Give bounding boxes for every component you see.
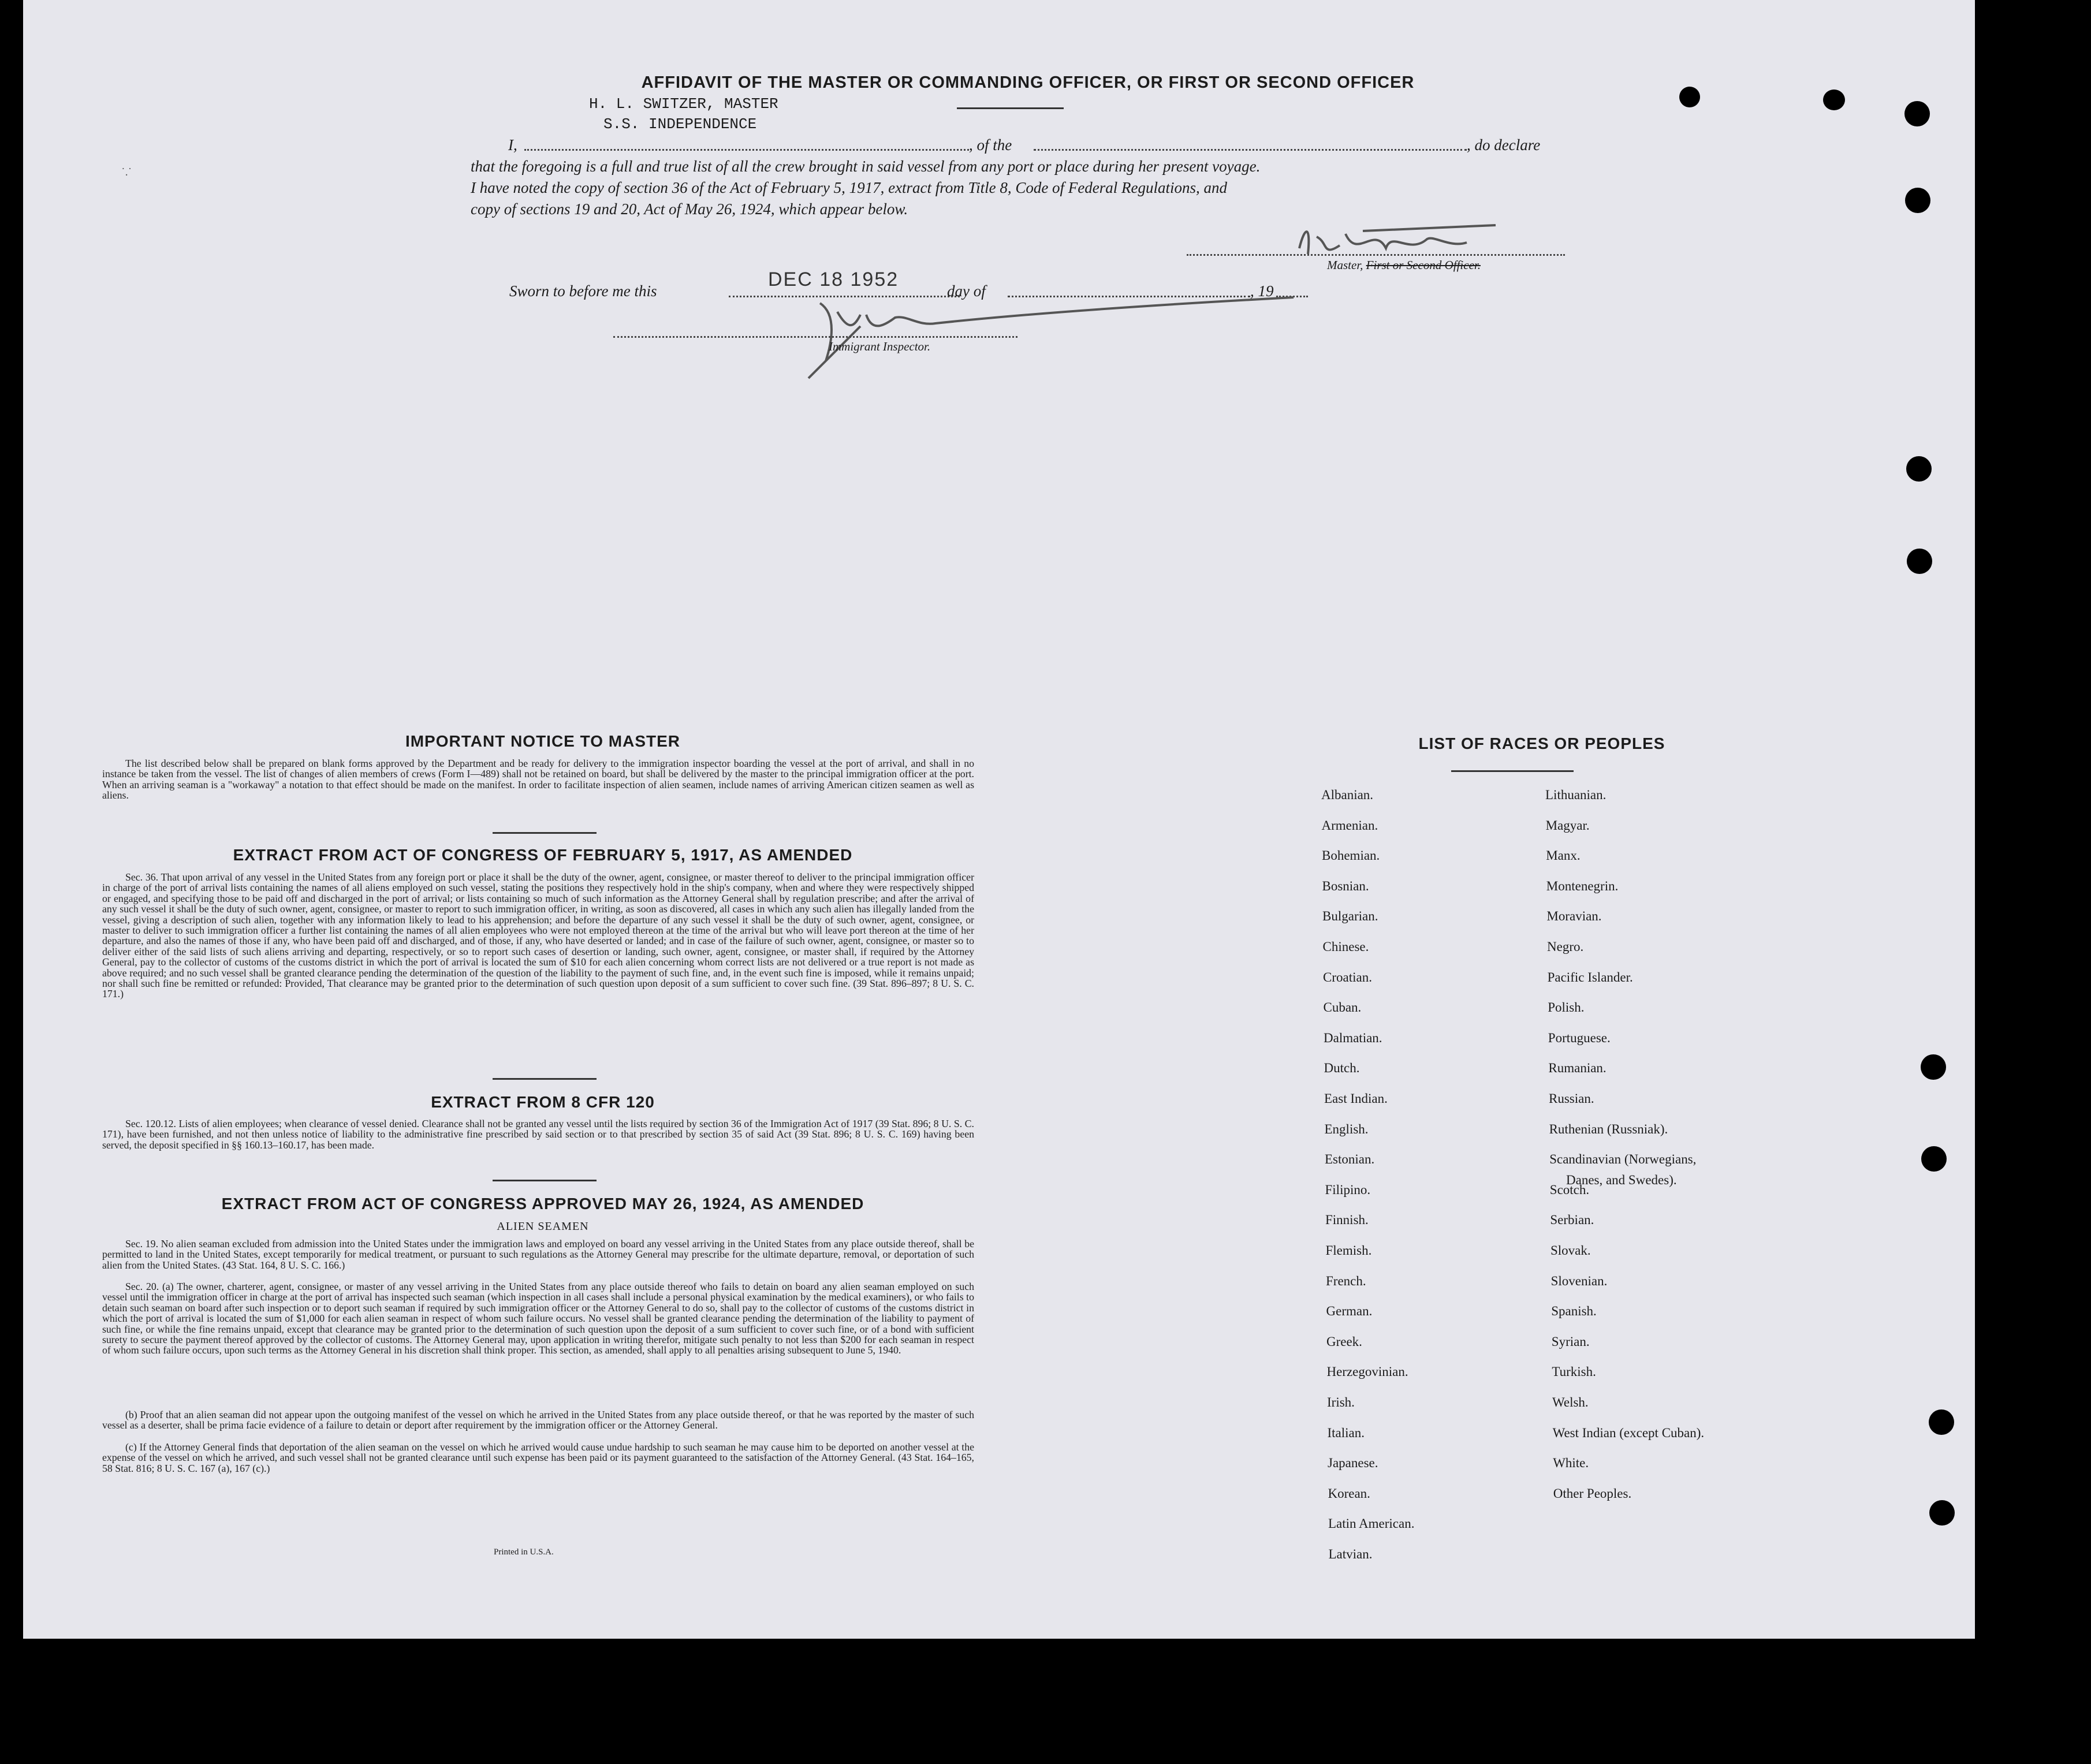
race-item: Dalmatian.	[1324, 1030, 1382, 1045]
race-item: Slovenian.	[1550, 1273, 1608, 1288]
race-item: Italian.	[1327, 1425, 1365, 1440]
race-item: Cuban.	[1323, 1000, 1362, 1015]
race-item: Estonian.	[1325, 1152, 1375, 1167]
punch-hole	[1921, 1146, 1947, 1172]
sec20b-body: (b) Proof that an alien seaman did not appear upon the outgoing manifest of the vessel on which he arrived in the United States from any place outside thereof, or that he was reported by the master of such vessel as a deserter, shall be prima facie evidence of a failure to detain or deport after requirement by the immigration officer or the Attorney General.	[102, 1409, 974, 1431]
declaration-line-4: copy of sections 19 and 20, Act of May 26, 1924, which appear below.	[471, 200, 908, 218]
name-blank	[524, 149, 969, 151]
cfr-rule	[493, 1180, 597, 1181]
punch-hole	[1904, 101, 1930, 126]
master-caption	[1327, 258, 1481, 273]
year-label: , 19	[1250, 282, 1274, 300]
race-item: Bohemian.	[1322, 848, 1380, 863]
extract-1924-title: EXTRACT FROM ACT OF CONGRESS APPROVED MAY 26, 1924, AS AMENDED	[221, 1195, 864, 1213]
race-item: Ruthenian (Russniak).	[1549, 1121, 1668, 1136]
race-item: Latvian.	[1328, 1547, 1373, 1561]
race-item: Herzegovinian.	[1326, 1364, 1408, 1379]
struck-officer-label: First or Second Officer.	[1366, 258, 1481, 272]
race-item: Polish.	[1548, 1000, 1585, 1015]
race-item: Syrian.	[1551, 1334, 1590, 1349]
punch-hole	[1929, 1409, 1954, 1435]
race-item: German.	[1326, 1304, 1373, 1319]
alien-seamen-subtitle: ALIEN SEAMEN	[497, 1220, 589, 1233]
race-item: Japanese.	[1328, 1456, 1378, 1471]
race-item: Flemish.	[1325, 1243, 1372, 1258]
cfr-body: Sec. 120.12. Lists of alien employees; when clearance of vessel denied. Clearance shall not be granted any vessel until the lists required by section 36 of the Immigration Act of 1917 (39 Stat. 896; 8 U. S. C. 171), have been furnished, and not then unless notice of liability to the administrative fine prescribed by said section or to that prescribed by section 35 of said Act (39 Stat. 896; 8 U. S. C. 169) having been served, the deposit specified in §§ 160.13–160.17, has been made.	[102, 1118, 974, 1151]
affidavit-title: AFFIDAVIT OF THE MASTER OR COMMANDING OFFICER, OR FIRST OR SECOND OFFICER	[641, 73, 1415, 92]
race-item: Irish.	[1327, 1395, 1355, 1409]
race-item: White.	[1553, 1456, 1589, 1471]
race-item: Serbian.	[1550, 1213, 1594, 1228]
extract-1917-body: Sec. 36. That upon arrival of any vessel in the United States from any foreign port or place it shall be the duty of the owner, agent, consignee, or master thereof to deliver to the principal immigration officer in charge of the port of arrival lists containing the names of all aliens employed on such vessel, stating the positions they respectively hold in the ship's company, when and where they were respectively shipped or engaged, and specifying those to be paid off and discharged in the port of arrival; or lists containing so much of such information as the Attorney General shall by regulation prescribe; and after the arrival of any such vessel it shall be the duty of such owner, agent, consignee, or master to report to such immigration officer, in writing, as soon as discovered, all cases in which any such alien has illegally landed from the vessel, giving a description of such alien, together with any information likely to lead to his apprehension; and before the departure of any such vessel it shall be the duty of such owner, agent, consignee, or master to deliver to such immigration officer a further list containing the names of all alien employees who were not employed thereon at the time of the arrival but who will leave port thereon at the time of her departure, and also the names of those if any, who have been paid off and discharged, and of those, if any, who have deserted or landed; and in case of the failure of such owner, agent, consignee, or master so to deliver either of the said lists of such aliens arriving and departing, respectively, or so to report such cases of desertion or landing, such owner, agent, consignee, or master shall, if required by the Attorney General, pay to the collector of customs of the customs district in which the port of arrival is located the sum of $10 for each alien concerning whom correct lists are not delivered or a true report is not made as above required; and no such vessel shall be granted clearance pending the determination of the question of the liability to the payment of such fine, and, in the event such fine is imposed, while it remains unpaid; nor shall such fine be remitted or refunded: Provided, That clearance may be granted prior to the determination of such question upon deposit of a sum sufficient to cover such fine. (39 Stat. 896–897; 8 U. S. C. 171.)	[102, 872, 974, 1000]
typed-vessel: S.S. INDEPENDENCE	[603, 115, 757, 133]
race-item: Negro.	[1547, 939, 1584, 954]
of-the-label: , of the	[969, 136, 1012, 154]
printed-in-usa: Printed in U.S.A.	[494, 1547, 554, 1557]
inspector-signature-line	[613, 336, 1017, 338]
race-item: Croatian.	[1323, 969, 1372, 984]
race-item: Greek.	[1326, 1334, 1362, 1349]
race-item: Chinese.	[1322, 939, 1369, 954]
race-item: Welsh.	[1552, 1395, 1589, 1409]
race-item: Finnish.	[1325, 1213, 1369, 1228]
punch-hole	[1679, 87, 1700, 107]
sec20c-body: (c) If the Attorney General finds that deportation of the alien seaman on the vessel on which he arrived would cause undue hardship to such seaman he may cause him to be deported on another vessel at the expense of the vessel on which he arrived, and such vessel shall not be granted clearance until such expense has been paid or its payment guaranteed to the satisfaction of the Attorney General. (43 Stat. 164–165, 58 Stat. 816; 8 U. S. C. 167 (a), 167 (c).)	[102, 1442, 974, 1474]
race-item: Moravian.	[1546, 909, 1602, 924]
punch-hole	[1906, 456, 1932, 482]
inspector-signature	[785, 292, 1305, 384]
sec19-body: Sec. 19. No alien seaman excluded from admission into the United States under the immigration laws and employed on board any vessel arriving in the United States from any place outside thereof, shall be permitted to land in the United States, except temporarily for medical treatment, or pursuant to such regulations as the Attorney General may prescribe for the ultimate departure, removal, or deportation of such alien from the United States. (43 Stat. 164, 8 U. S. C. 166.)	[102, 1239, 974, 1271]
extract-1917-title: EXTRACT FROM ACT OF CONGRESS OF FEBRUARY 5, 1917, AS AMENDED	[233, 846, 853, 864]
race-item: Korean.	[1328, 1486, 1370, 1501]
race-item: Lithuanian.	[1545, 788, 1607, 802]
master-signature-line	[1187, 254, 1565, 256]
races-rule	[1451, 770, 1574, 772]
notice-title: IMPORTANT NOTICE TO MASTER	[405, 732, 681, 750]
race-item: Slovak.	[1550, 1243, 1591, 1258]
race-item: Pacific Islander.	[1547, 969, 1633, 984]
vessel-blank	[1034, 149, 1467, 151]
typed-name: H. L. SWITZER, MASTER	[589, 95, 778, 113]
races-title: LIST OF RACES OR PEOPLES	[1418, 734, 1665, 752]
master-label: Master,	[1327, 258, 1363, 272]
inspector-caption: Immigrant Inspector.	[829, 340, 931, 353]
race-item: Manx.	[1546, 848, 1581, 863]
race-item: Russian.	[1549, 1091, 1594, 1106]
punch-hole	[1905, 188, 1930, 213]
punch-hole	[1929, 1500, 1955, 1526]
race-item: East Indian.	[1324, 1091, 1388, 1106]
day-of-label: day of	[947, 282, 986, 300]
race-item: Bosnian.	[1322, 878, 1369, 893]
race-item: Scandinavian (Norwegians,	[1549, 1152, 1697, 1167]
race-item: Montenegrin.	[1546, 878, 1619, 893]
sworn-label: Sworn to before me this	[509, 282, 657, 300]
punch-hole	[1823, 89, 1845, 110]
sec20a-body: Sec. 20. (a) The owner, charterer, agent, consignee, or master of any vessel arriving in the United States from any place outside thereof who fails to detain on board any alien seaman employed on such vessel until the immigration officer in charge at the port of arrival has inspected such seaman (which inspection in all cases shall include a personal physical examination by the medical examiners), or who fails to detain such seaman on board after such inspection or to deport such seaman if required by such immigration officer or the Attorney General to do so, shall pay to the collector of customs of the customs district in which the port of arrival is located the sum of $1,000 for each alien seaman in respect of whom such failure occurs. No vessel shall be granted clearance pending the determination of the liability to payment of such fine, or while the fine remains unpaid, except that clearance may be granted prior to the determination of such question upon the deposit of a sum sufficient to cover such fine, or of a bond with sufficient surety to secure the payment thereof approved by the collector of customs. The Attorney General may, upon application in writing therefor, mitigate such penalty to not less than $200 for each seaman in respect of whom such failure occurs, upon such terms as the Attorney General in his discretion shall think proper. This section, as amended, shall apply to all penalties arising subsequent to June 5, 1940.	[102, 1281, 974, 1356]
race-item: Filipino.	[1325, 1182, 1371, 1197]
do-declare-label: , do declare	[1467, 136, 1541, 154]
declaration-line-2: that the foregoing is a full and true list of all the crew brought in said vessel from any port or place during her present voyage.	[471, 158, 1261, 175]
race-item: Latin American.	[1328, 1516, 1415, 1531]
notice-rule	[493, 832, 597, 834]
race-item: Armenian.	[1321, 818, 1378, 833]
race-item: Portuguese.	[1548, 1030, 1611, 1045]
race-item: Bulgarian.	[1322, 909, 1378, 924]
race-item: Turkish.	[1552, 1364, 1596, 1379]
cfr-title: EXTRACT FROM 8 CFR 120	[431, 1093, 655, 1111]
race-item: English.	[1324, 1121, 1369, 1136]
race-item: Scotch.	[1549, 1182, 1590, 1197]
race-item: Magyar.	[1545, 818, 1590, 833]
race-item: Spanish.	[1551, 1304, 1597, 1319]
document-sheet	[23, 0, 1975, 1639]
race-item: West Indian (except Cuban).	[1552, 1425, 1705, 1440]
race-item-continuation: Danes, and Swedes).	[1566, 1173, 1677, 1187]
speck-mark: ˙.˙	[121, 166, 132, 178]
race-item: French.	[1326, 1273, 1366, 1288]
i-label: I,	[508, 136, 517, 154]
title-rule	[957, 107, 1064, 109]
race-item: Albanian.	[1321, 788, 1374, 802]
race-item: Other Peoples.	[1553, 1486, 1632, 1501]
extract-1917-rule	[493, 1078, 597, 1080]
declaration-line-3: I have noted the copy of section 36 of the Act of February 5, 1917, extract from Title 8, Code of Federal Regulations, and	[471, 179, 1228, 196]
race-item: Dutch.	[1324, 1061, 1360, 1076]
punch-hole	[1921, 1054, 1946, 1080]
race-item: Rumanian.	[1548, 1061, 1607, 1076]
notice-body: The list described below shall be prepared on blank forms approved by the Department and be ready for delivery to the immigration inspector boarding the vessel at the port of arrival, and shall in no instance be taken from the vessel. The list of changes of alien members of crews (Form I—489) shall not be retained on board, but shall be delivered by the master to the principal immigration officer at the port. When an arriving seaman is a "workaway" a notation to that effect should be made on the manifest. In order to facilitate inspection of alien seamen, include names of arriving American citizen seamen as well as aliens.	[102, 758, 974, 801]
punch-hole	[1907, 549, 1932, 574]
date-stamp: DEC 18 1952	[768, 268, 899, 290]
